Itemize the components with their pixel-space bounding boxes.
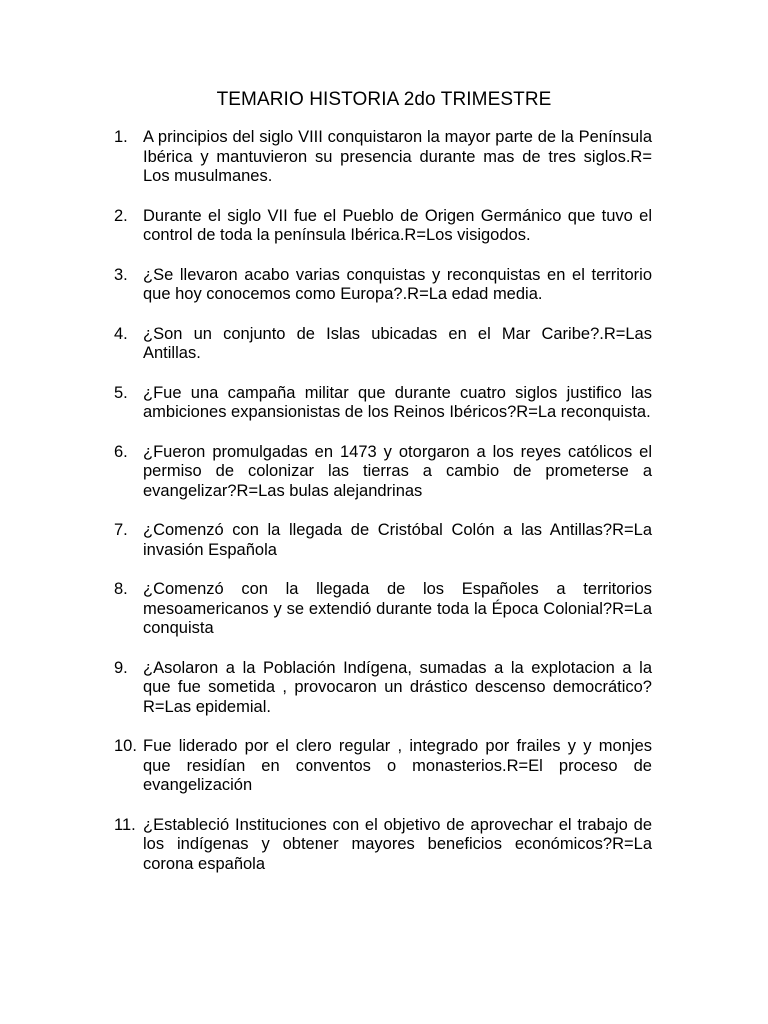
item-text: ¿Estableció Instituciones con el objetivo de aprovechar el trabajo de los indígenas y obtener mayores beneficios económicos?R=La corona española	[143, 815, 652, 873]
list-item	[114, 325, 652, 364]
item-number: 11.	[114, 815, 136, 834]
question-list	[114, 128, 652, 894]
list-item	[114, 266, 652, 305]
item-text: ¿Son un conjunto de Islas ubicadas en el Mar Caribe?.R=Las Antillas.	[143, 324, 652, 362]
list-item	[114, 580, 652, 639]
item-number: 6.	[114, 442, 128, 461]
list-item	[114, 443, 652, 502]
item-text: A principios del siglo VIII conquistaron la mayor parte de la Península Ibérica y mantuvieron su presencia durante mas de tres siglos.R= Los musulmanes.	[143, 128, 652, 185]
list-item	[114, 659, 652, 718]
item-text: ¿Comenzó con la llegada de Cristóbal Colón a las Antillas?R=La invasión Española	[143, 521, 652, 559]
list-item	[114, 521, 652, 560]
item-number: 7.	[114, 521, 128, 539]
list-item	[114, 384, 652, 423]
item-number: 3.	[114, 265, 128, 284]
item-text: ¿Comenzó con la llegada de los Españoles a territorios mesoamericanos y se extendió durante toda la Época Colonial?R=La conquista	[143, 580, 652, 637]
list-item	[114, 816, 652, 875]
item-text: ¿Fue una campaña militar que durante cuatro siglos justifico las ambiciones expansionistas de los Reinos Ibéricos?R=La reconquista.	[143, 383, 652, 421]
item-number: 9.	[114, 658, 128, 677]
list-item	[114, 737, 652, 796]
item-text: Durante el siglo VII fue el Pueblo de Origen Germánico que tuvo el control de toda la península Ibérica.R=Los visigodos.	[143, 206, 652, 244]
document-title: TEMARIO HISTORIA 2do TRIMESTRE	[216, 89, 552, 110]
item-text: ¿Se llevaron acabo varias conquistas y reconquistas en el territorio que hoy conocemos como Europa?.R=La edad media.	[143, 265, 652, 303]
item-number: 10.	[114, 737, 137, 755]
list-item	[114, 207, 652, 246]
item-number: 8.	[114, 580, 128, 598]
item-text: ¿Fueron promulgadas en 1473 y otorgaron a los reyes católicos el permiso de colonizar las tierras a cambio de prometerse a evangelizar?R=Las bulas alejandrinas	[143, 442, 652, 500]
item-number: 4.	[114, 324, 128, 343]
item-number: 1.	[114, 128, 128, 146]
item-text: Fue liderado por el clero regular , integrado por frailes y y monjes que residían en conventos o monasterios.R=El proceso de evangelización	[143, 737, 652, 794]
item-number: 5.	[114, 383, 128, 402]
list-item	[114, 128, 652, 187]
item-number: 2.	[114, 206, 128, 225]
item-text: ¿Asolaron a la Población Indígena, sumadas a la explotacion a la que fue sometida , provocaron un drástico descenso democrático?R=Las epidemial.	[143, 658, 652, 716]
